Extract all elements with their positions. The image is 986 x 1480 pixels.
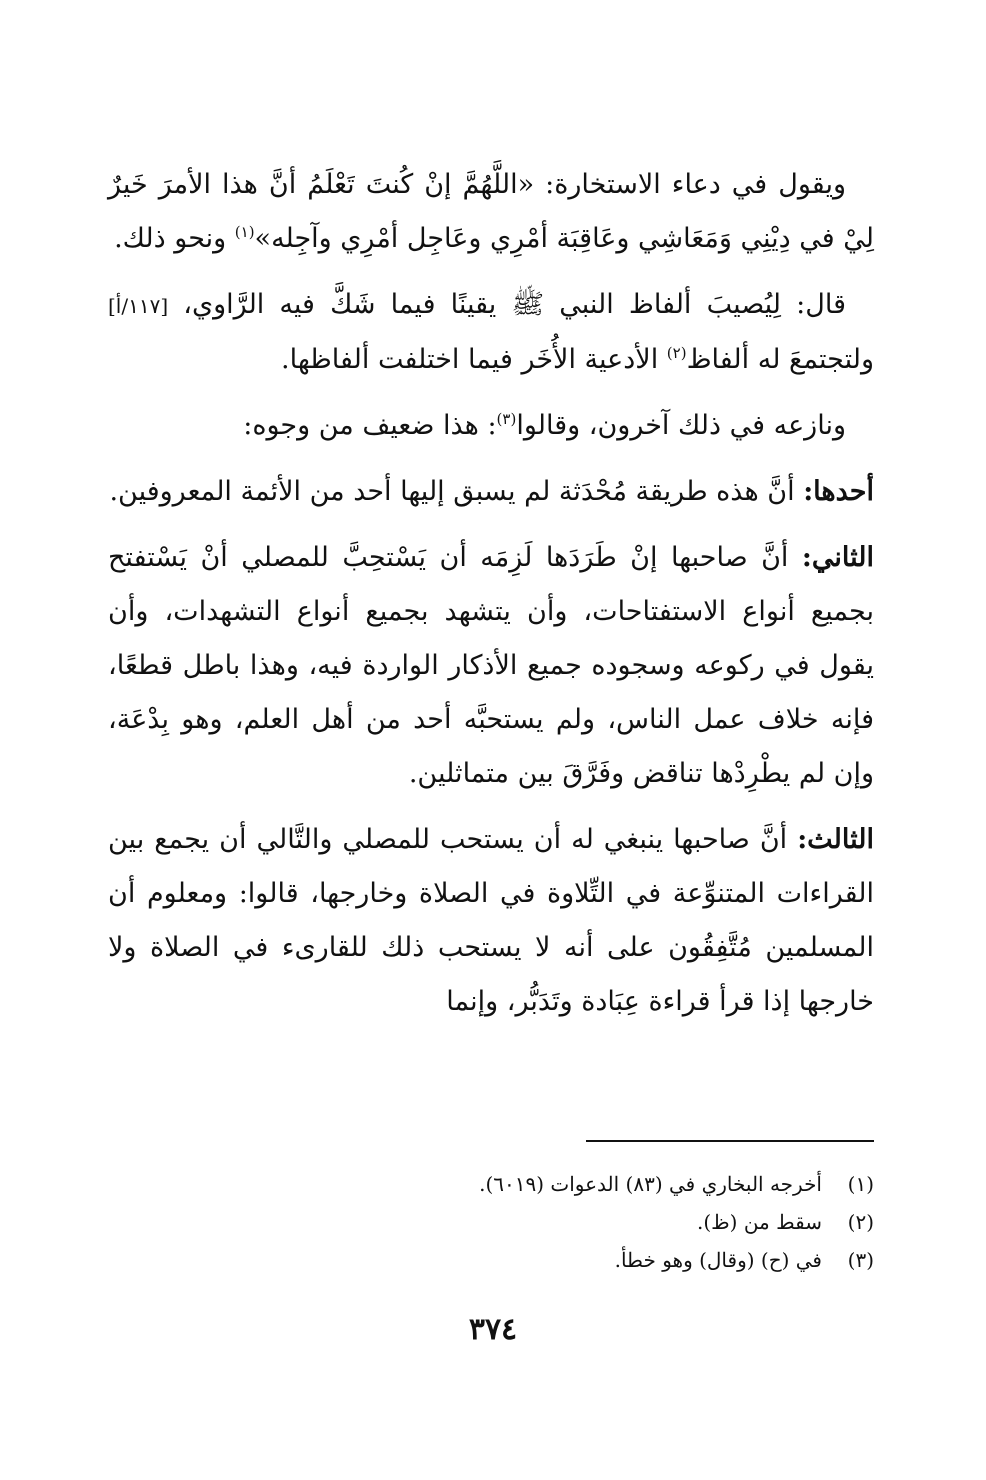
paragraph-text: قال: لِيُصيبَ ألفاظ النبي ﷺ يقينًا فيما شَكَّ فيه الرَّاوي، xyxy=(168,289,846,320)
paragraph-text: : هذا ضعيف من وجوه: xyxy=(243,410,497,441)
footnote-ref-1: (١) xyxy=(234,223,255,241)
paragraph-text: أنَّ هذه طريقة مُحْدَثة لم يسبق إليها أحد من الأئمة المعروفين. xyxy=(109,476,804,507)
paragraph-text: ونازعه في ذلك آخرون، وقالوا xyxy=(516,410,846,441)
footnote-ref-3: (٣) xyxy=(496,410,517,428)
paragraph-istikhara xyxy=(108,158,874,266)
paragraph-qala xyxy=(108,278,874,387)
main-text xyxy=(108,158,874,1041)
point-heading: أحدها: xyxy=(803,476,874,507)
footnote-ref-2: (٢) xyxy=(666,344,687,362)
point-heading: الثالث: xyxy=(797,824,874,855)
paragraph-third-point xyxy=(108,813,874,1029)
paragraph-text: أنَّ صاحبها إنْ طَرَدَها لَزِمَه أن يَسْتحِبَّ للمصلي أنْ يَسْتفتح بجميع أنواع الاستفتاحات، وأن يتشهد بجميع أنواع التشهدات، وأن يقول في ركوعه وسجوده جميع الأذكار الواردة فيه، وهذا باطل قطعًا، فإنه خلاف عمل الناس، ولم يستحبَّه أحد من أهل العلم، وهو بِدْعَة، وإن لم يطْرِدْها تناقض وفَرَّقَ بين متماثلين. xyxy=(108,542,874,789)
footnote-2 xyxy=(108,1203,874,1241)
paragraph-nazaahu xyxy=(108,399,874,453)
footnote-number: (٣) xyxy=(847,1248,874,1272)
page-number: ٣٧٤ xyxy=(468,1312,518,1347)
footnote-1 xyxy=(108,1165,874,1203)
point-heading: الثاني: xyxy=(801,542,874,573)
paragraph-text: ولتجتمعَ له ألفاظ xyxy=(686,344,874,375)
paragraph-text: ونحو ذلك. xyxy=(114,223,235,254)
paragraph-text: أنَّ صاحبها ينبغي له أن يستحب للمصلي والتَّالي أن يجمع بين القراءات المتنوِّعة في التِّلاوة في الصلاة وخارجها، قالوا: ومعلوم أن المسلمين مُتَّفِقُون على أنه لا يستحب ذلك للقارىء في الصلاة ولا خارجها إذا قرأ قراءة عِبَادة وتَدَبُّر، وإنما xyxy=(108,824,874,1017)
paragraph-text: الأدعية الأُخَر فيما اختلفت ألفاظها. xyxy=(281,344,667,375)
manuscript-page-ref: [١١٧/أ] xyxy=(108,294,169,318)
footnote-text: في (ح) (وقال) وهو خطأ. xyxy=(614,1248,822,1272)
footnote-text: أخرجه البخاري في (٨٣) الدعوات (٦٠١٩). xyxy=(479,1172,822,1196)
paragraph-first-point xyxy=(108,465,874,519)
paragraph-text: ويقول في دعاء الاستخارة: «اللَّهُمَّ إنْ كُنتَ تَعْلَمُ أنَّ هذا الأمرَ خَيرٌ لِيْ في دِيْنِي وَمَعَاشِي وعَاقِبَة أمْرِي وعَاجِل أمْرِي وآجِله» xyxy=(108,169,874,254)
footnote-divider xyxy=(586,1140,874,1142)
footnote-3 xyxy=(108,1241,874,1279)
paragraph-second-point xyxy=(108,531,874,801)
footnotes xyxy=(108,1165,874,1279)
footnote-number: (١) xyxy=(847,1172,874,1196)
footnote-number: (٢) xyxy=(847,1210,874,1234)
footnote-text: سقط من (ظ). xyxy=(697,1210,822,1234)
